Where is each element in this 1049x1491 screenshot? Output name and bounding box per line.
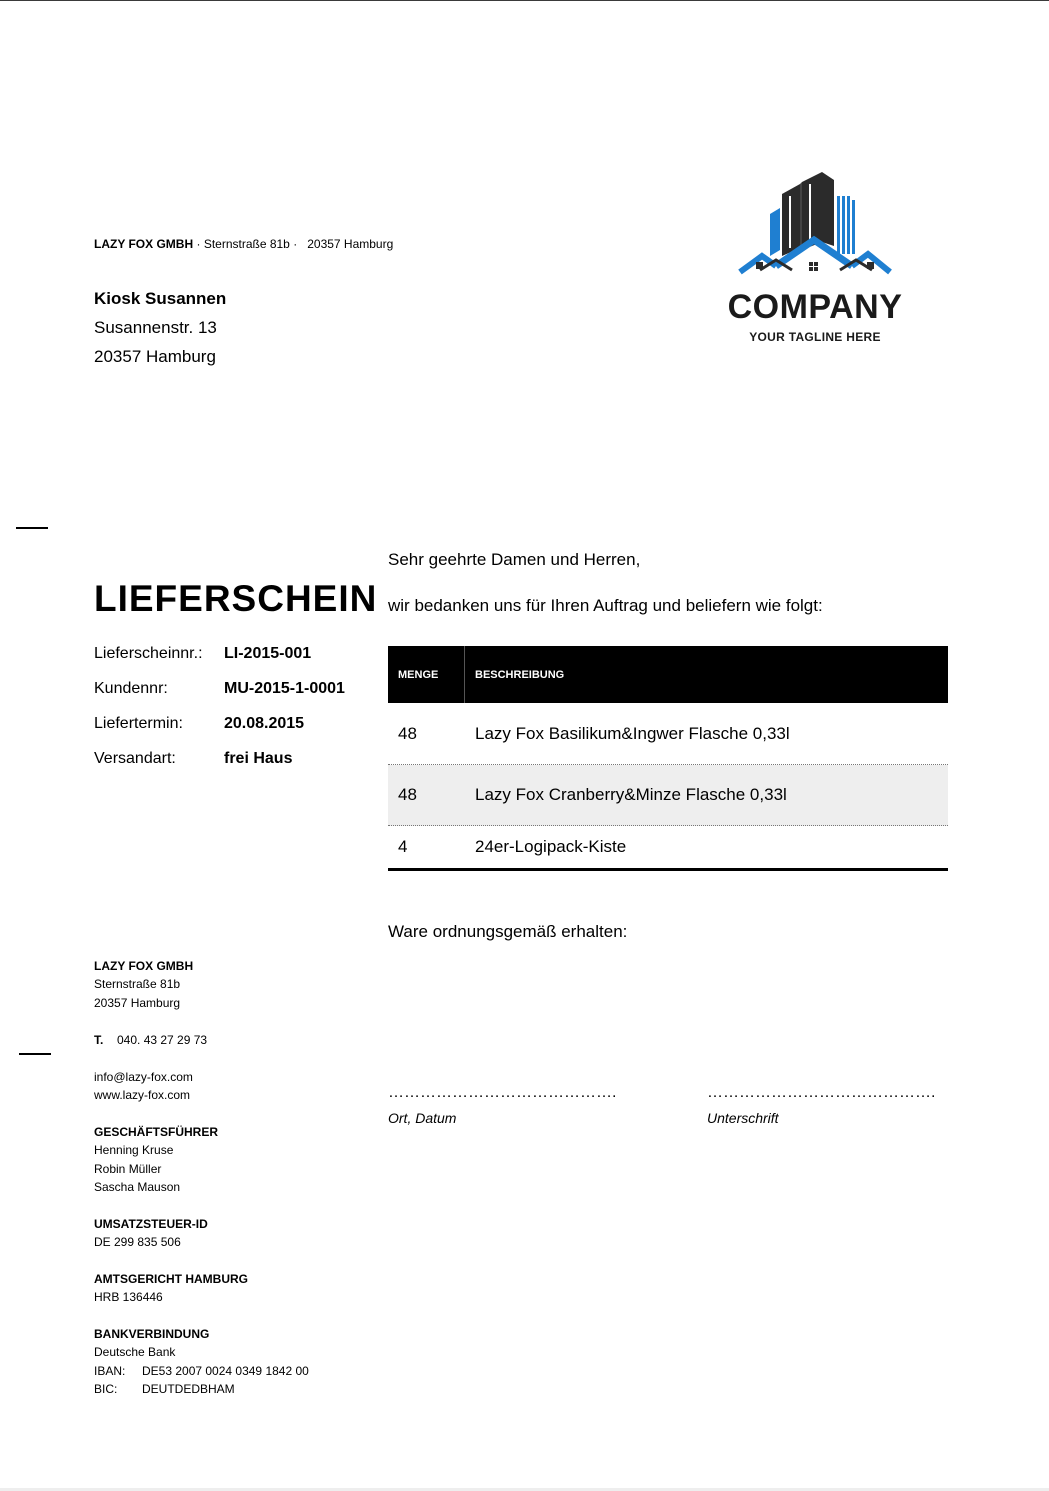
meta-row [94,706,345,741]
meta-value: 20.08.2015 [224,714,305,732]
items-table [388,646,948,871]
logo-tagline: YOUR TAGLINE HERE [749,330,881,344]
managers-heading: GESCHÄFTSFÜHRER [94,1125,219,1139]
company-logo [722,170,908,348]
phone-number: 040. 43 27 29 73 [117,1033,208,1047]
sender-city: 20357 Hamburg [307,237,394,251]
phone-label: T. [94,1033,104,1047]
footer-vat [94,1215,208,1252]
item-description: 24er-Logipack-Kiste [475,837,627,856]
table-row [388,765,948,826]
logo-wordmark: COMPANY [727,288,903,326]
meta-label: Lieferscheinnr.: [94,644,203,662]
place-date-label: Ort, Datum [388,1110,457,1126]
meta-value: MU-2015-1-0001 [224,679,345,697]
item-quantity: 48 [398,723,417,743]
bic-label: BIC: [94,1381,118,1396]
document-title: LIEFERSCHEIN [94,578,378,619]
meta-label: Versandart: [94,749,176,767]
meta-value: frei Haus [224,749,293,767]
buildings-logo-icon [722,170,908,285]
manager-name: Henning Kruse [94,1143,174,1158]
meta-label: Kundennr: [94,679,168,697]
manager-name: Robin Müller [94,1161,162,1176]
signature-line: ……………………………………. [707,1084,936,1101]
column-header-quantity: MENGE [388,646,465,703]
document-meta [94,636,345,776]
column-header-description: BESCHREIBUNG [475,668,565,681]
sender-company: LAZY FOX GMBH [94,237,194,251]
item-quantity: 4 [398,837,408,856]
footer-managers [94,1123,218,1196]
recipient-street: Susannenstr. 13 [94,318,217,337]
vat-id: DE 299 835 506 [94,1235,181,1250]
table-row [388,826,948,868]
recipient-city: 20357 Hamburg [94,347,216,366]
manager-name: Sascha Mauson [94,1179,181,1194]
greeting: Sehr geehrte Damen und Herren, [388,550,641,569]
iban-label: IBAN: [94,1363,126,1378]
bank-heading: BANKVERBINDUNG [94,1327,210,1341]
footer-contact [94,1068,193,1105]
table-end-rule [388,868,948,871]
bic-value: DEUTDEDBHAM [142,1381,235,1396]
item-quantity: 48 [398,785,417,804]
footer-street: Sternstraße 81b [94,977,181,992]
footer-website: www.lazy-fox.com [94,1088,191,1103]
footer-court [94,1270,248,1307]
footer-email: info@lazy-fox.com [94,1070,193,1084]
place-date-line: ……………………………………. [388,1084,617,1101]
recipient-address [94,284,226,371]
table-header [388,646,948,703]
vat-heading: UMSATZSTEUER-ID [94,1217,208,1231]
fold-mark-lower [19,1053,51,1055]
footer-company: LAZY FOX GMBH [94,959,194,973]
footer-phone [94,1031,207,1049]
bank-name: Deutsche Bank [94,1345,176,1360]
court-register: HRB 136446 [94,1290,163,1305]
receipt-text: Ware ordnungsgemäß erhalten: [388,922,628,941]
meta-row [94,636,345,671]
meta-row [94,741,345,776]
fold-mark-upper [16,527,48,529]
intro-text: wir bedanken uns für Ihren Auftrag und beliefern wie folgt: [388,596,823,615]
top-border [0,0,1049,1]
sender-street: Sternstraße 81b [203,237,290,251]
item-description: Lazy Fox Cranberry&Minze Flasche 0,33l [475,785,787,804]
footer-bank [94,1325,309,1398]
iban-value: DE53 2007 0024 0349 1842 00 [142,1363,309,1378]
recipient-name: Kiosk Susannen [94,289,227,308]
footer-city: 20357 Hamburg [94,995,181,1010]
table-row [388,703,948,765]
court-heading: AMTSGERICHT HAMBURG [94,1272,248,1286]
sender-line: LAZY FOX GMBH · Sternstraße 81b · 20357 Hamburg [94,237,394,251]
meta-value: LI-2015-001 [224,644,312,662]
meta-row [94,671,345,706]
footer-address [94,957,193,1012]
item-description: Lazy Fox Basilikum&Ingwer Flasche 0,33l [475,723,790,743]
meta-label: Liefertermin: [94,714,183,732]
signature-label: Unterschrift [707,1110,779,1126]
